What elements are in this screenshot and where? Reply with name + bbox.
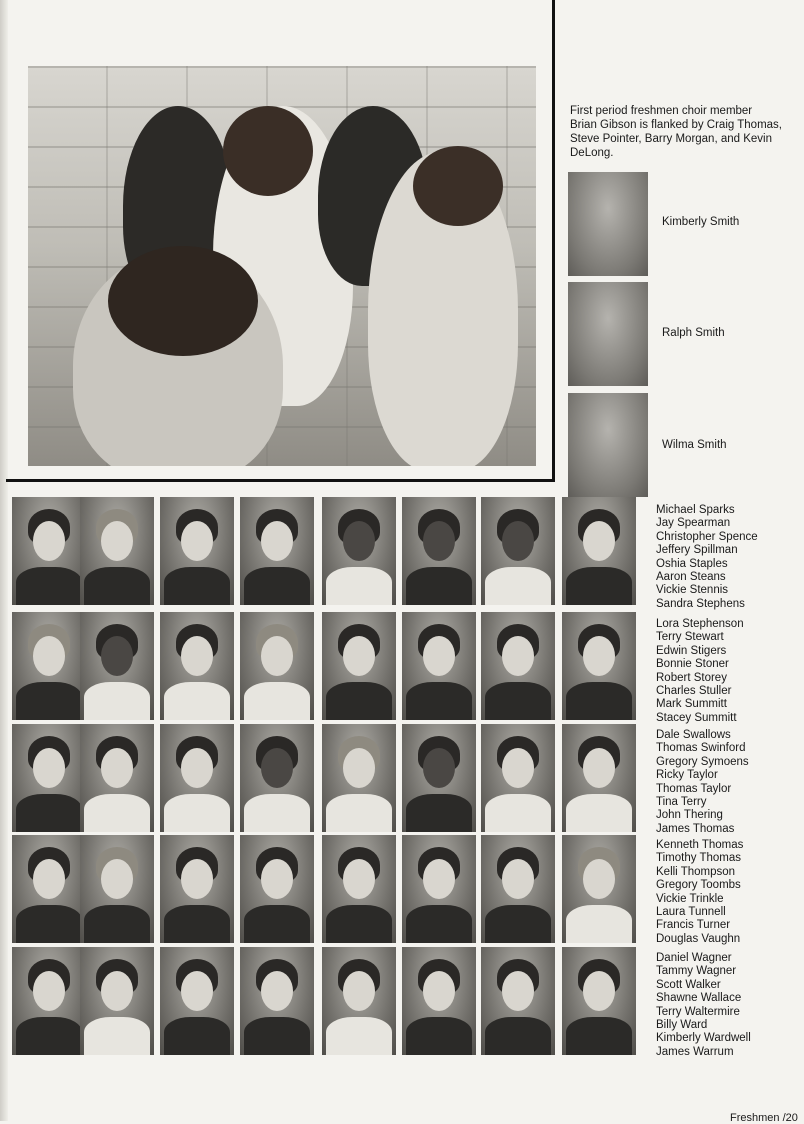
- student-name: Charles Stuller: [656, 685, 732, 698]
- student-portrait: [12, 724, 86, 832]
- student-portrait: [12, 497, 86, 605]
- student-portrait: [562, 947, 636, 1055]
- student-portrait: [160, 724, 234, 832]
- student-portrait: [322, 835, 396, 943]
- student-name: Sandra Stephens: [656, 597, 745, 610]
- student-name: Kelli Thompson: [656, 865, 736, 878]
- student-portrait: [80, 724, 154, 832]
- student-portrait: [481, 612, 555, 720]
- student-portrait: [562, 835, 636, 943]
- student-portrait: [481, 724, 555, 832]
- student-name: Jeffery Spillman: [656, 544, 738, 557]
- student-name: Bonnie Stoner: [656, 658, 729, 671]
- student-name: Michael Sparks: [656, 504, 735, 516]
- student-portrait: [481, 947, 555, 1055]
- names-row-3: [656, 729, 749, 836]
- student-portrait: [240, 612, 314, 720]
- student-name: Daniel Wagner: [656, 952, 732, 964]
- side-name-3: Wilma Smith: [662, 439, 727, 451]
- student-name: Billy Ward: [656, 1019, 708, 1032]
- student-name: James Warrum: [656, 1045, 734, 1058]
- student-portrait: [562, 724, 636, 832]
- student-name: Douglas Vaughn: [656, 932, 741, 945]
- student-portrait: [80, 497, 154, 605]
- student-portrait: [12, 835, 86, 943]
- side-portrait-2: [568, 282, 648, 386]
- student-portrait: [240, 835, 314, 943]
- student-portrait: [80, 612, 154, 720]
- student-portrait: [12, 947, 86, 1055]
- student-name: Gregory Toombs: [656, 879, 741, 892]
- student-portrait: [160, 835, 234, 943]
- student-name: James Thomas: [656, 822, 735, 835]
- student-name: Terry Stewart: [656, 631, 724, 644]
- student-name: Tina Terry: [656, 796, 707, 809]
- student-portrait: [402, 835, 476, 943]
- student-portrait: [402, 724, 476, 832]
- student-name: Gregory Symoens: [656, 755, 749, 768]
- side-portrait-1: [568, 172, 648, 276]
- student-name: Laura Tunnell: [656, 906, 726, 919]
- student-portrait: [160, 947, 234, 1055]
- names-row-4: [656, 839, 743, 946]
- student-name: Shawne Wallace: [656, 992, 742, 1005]
- student-name: Ricky Taylor: [656, 769, 718, 782]
- student-portrait: [322, 497, 396, 605]
- student-portrait: [322, 947, 396, 1055]
- student-name: Edwin Stigers: [656, 644, 727, 657]
- student-portrait: [240, 947, 314, 1055]
- student-name: Stacey Summitt: [656, 711, 737, 724]
- student-name: Timothy Thomas: [656, 852, 741, 865]
- side-name-2: Ralph Smith: [662, 327, 725, 339]
- student-name: Lora Stephenson: [656, 618, 744, 630]
- student-portrait: [402, 497, 476, 605]
- photo-caption: First period freshmen choir member Brian Gibson is flanked by Craig Thomas, Steve Pointer, Barry Morgan, and Kevin DeLong.: [570, 105, 782, 159]
- student-name: Kimberly Wardwell: [656, 1032, 751, 1045]
- student-name: Vickie Stennis: [656, 584, 729, 597]
- student-name: Mark Summitt: [656, 698, 727, 711]
- student-name: Oshia Staples: [656, 557, 728, 570]
- student-name: Robert Storey: [656, 671, 727, 684]
- student-name: Terry Waltermire: [656, 1005, 740, 1018]
- side-name-1: Kimberly Smith: [662, 216, 740, 228]
- student-name: Thomas Swinford: [656, 742, 746, 755]
- student-name: Kenneth Thomas: [656, 839, 744, 851]
- names-row-2: [656, 618, 744, 725]
- page-footer: Freshmen /20: [730, 1112, 798, 1124]
- student-portrait: [240, 497, 314, 605]
- student-name: John Thering: [656, 809, 723, 822]
- choir-group-photo: [28, 66, 536, 466]
- student-portrait: [402, 947, 476, 1055]
- student-name: Vickie Trinkle: [656, 892, 724, 905]
- student-portrait: [80, 947, 154, 1055]
- side-portrait-3: [568, 393, 648, 497]
- student-portrait: [160, 497, 234, 605]
- student-portrait: [80, 835, 154, 943]
- student-name: Thomas Taylor: [656, 782, 732, 795]
- student-name: Christopher Spence: [656, 530, 758, 543]
- student-portrait: [12, 612, 86, 720]
- student-portrait: [562, 612, 636, 720]
- student-name: Aaron Steans: [656, 571, 726, 584]
- student-portrait: [240, 724, 314, 832]
- student-portrait: [160, 612, 234, 720]
- student-name: Jay Spearman: [656, 517, 731, 530]
- student-name: Dale Swallows: [656, 729, 731, 741]
- names-row-5: [656, 952, 751, 1059]
- names-row-1: [656, 504, 758, 611]
- student-portrait: [322, 612, 396, 720]
- student-portrait: [562, 497, 636, 605]
- student-portrait: [481, 497, 555, 605]
- student-portrait: [322, 724, 396, 832]
- student-name: Francis Turner: [656, 919, 731, 932]
- student-portrait: [481, 835, 555, 943]
- student-name: Scott Walker: [656, 978, 721, 991]
- student-name: Tammy Wagner: [656, 965, 737, 978]
- student-portrait: [402, 612, 476, 720]
